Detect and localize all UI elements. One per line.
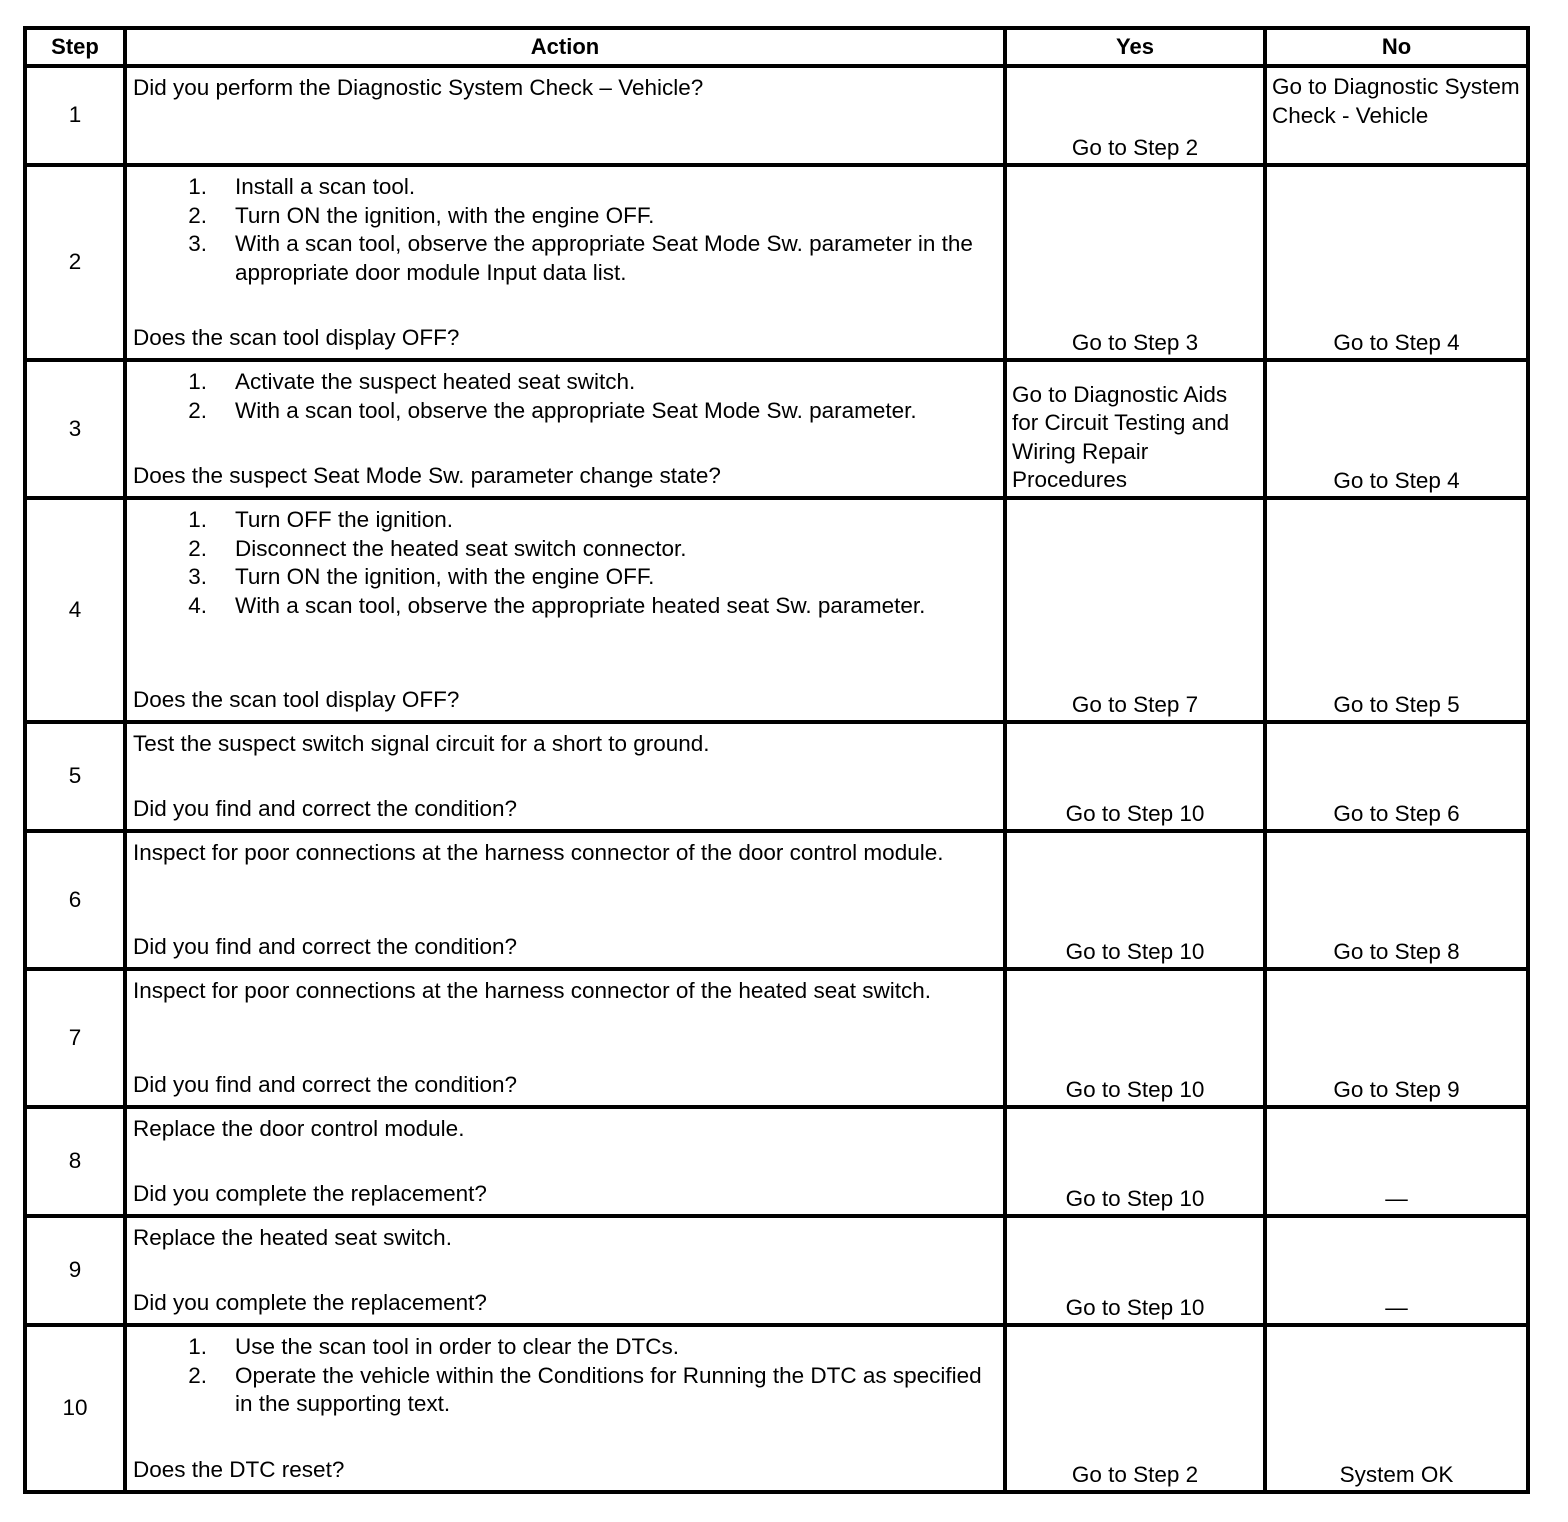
action-question: Does the suspect Seat Mode Sw. parameter change state? (133, 463, 721, 489)
instruction-text: With a scan tool, observe the appropriate heated seat Sw. parameter. (235, 592, 926, 618)
action-question: Did you find and correct the condition? (133, 934, 517, 960)
header-no: No (1265, 28, 1528, 66)
step-number: 6 (25, 831, 125, 969)
table-row (25, 722, 1528, 831)
action-cell (125, 722, 1005, 831)
instruction-item: 2. Disconnect the heated seat switch connector. (133, 535, 995, 564)
action-text: Test the suspect switch signal circuit for a short to ground. (133, 731, 710, 756)
instruction-list (133, 173, 995, 287)
yes-cell: Go to Step 10 (1005, 722, 1265, 831)
action-cell (125, 165, 1005, 360)
yes-cell: Go to Step 7 (1005, 498, 1265, 722)
action-question: Did you find and correct the condition? (133, 796, 517, 822)
action-cell (125, 969, 1005, 1107)
table-row (25, 498, 1528, 722)
yes-cell: Go to Step 10 (1005, 969, 1265, 1107)
instruction-item: 2. With a scan tool, observe the appropriate Seat Mode Sw. parameter. (133, 397, 995, 426)
table-row (25, 1107, 1528, 1216)
instruction-text: Activate the suspect heated seat switch. (235, 369, 636, 394)
instruction-text: With a scan tool, observe the appropriate Seat Mode Sw. parameter in the appropriate door module Input data list. (235, 231, 973, 285)
instruction-text: Turn ON the ignition, with the engine OFF. (235, 202, 655, 228)
header-action: Action (125, 28, 1005, 66)
action-question: Does the scan tool display OFF? (133, 325, 460, 351)
action-question: Did you complete the replacement? (133, 1290, 487, 1316)
table-row (25, 1216, 1528, 1325)
instruction-item: 3. With a scan tool, observe the appropriate Seat Mode Sw. parameter in the appropriate door module Input data list. (133, 230, 995, 287)
instruction-item: 1. Turn OFF the ignition. (133, 506, 995, 535)
instruction-item: 1. Activate the suspect heated seat switch. (133, 368, 995, 397)
no-cell: Go to Step 9 (1265, 969, 1528, 1107)
step-number: 10 (25, 1325, 125, 1492)
instruction-item: 1. Use the scan tool in order to clear the DTCs. (133, 1333, 995, 1362)
no-cell: — (1265, 1216, 1528, 1325)
instruction-item: 1. Install a scan tool. (133, 173, 995, 202)
action-text: Inspect for poor connections at the harness connector of the door control module. (133, 840, 944, 865)
action-cell (125, 831, 1005, 969)
yes-cell: Go to Step 10 (1005, 1107, 1265, 1216)
instruction-text: With a scan tool, observe the appropriate Seat Mode Sw. parameter. (235, 397, 917, 423)
step-number: 5 (25, 722, 125, 831)
yes-cell: Go to Step 2 (1005, 66, 1265, 165)
action-cell (125, 360, 1005, 498)
table-row (25, 66, 1528, 165)
instruction-list (133, 368, 995, 425)
action-text: Replace the door control module. (133, 1116, 465, 1141)
action-question: Did you find and correct the condition? (133, 1072, 517, 1098)
yes-cell: Go to Diagnostic Aids for Circuit Testing and Wiring Repair Procedures (1005, 360, 1265, 498)
action-cell (125, 498, 1005, 722)
instruction-item: 2. Turn ON the ignition, with the engine OFF. (133, 202, 995, 231)
instruction-list (133, 506, 995, 620)
step-number: 2 (25, 165, 125, 360)
instruction-text: Disconnect the heated seat switch connector. (235, 535, 687, 561)
action-question: Does the DTC reset? (133, 1457, 345, 1483)
header-row (25, 28, 1528, 66)
table-row (25, 165, 1528, 360)
action-cell (125, 1107, 1005, 1216)
instruction-text: Use the scan tool in order to clear the DTCs. (235, 1334, 679, 1359)
yes-cell: Go to Step 10 (1005, 1216, 1265, 1325)
table-row (25, 360, 1528, 498)
yes-cell: Go to Step 2 (1005, 1325, 1265, 1492)
instruction-text: Install a scan tool. (235, 174, 416, 199)
action-cell (125, 66, 1005, 165)
yes-cell: Go to Step 3 (1005, 165, 1265, 360)
header-yes: Yes (1005, 28, 1265, 66)
step-number: 7 (25, 969, 125, 1107)
yes-cell: Go to Step 10 (1005, 831, 1265, 969)
no-cell: Go to Step 6 (1265, 722, 1528, 831)
action-text: Inspect for poor connections at the harness connector of the heated seat switch. (133, 978, 931, 1003)
table-row (25, 1325, 1528, 1492)
no-cell: System OK (1265, 1325, 1528, 1492)
step-number: 4 (25, 498, 125, 722)
no-cell: — (1265, 1107, 1528, 1216)
table-row (25, 969, 1528, 1107)
action-cell (125, 1216, 1005, 1325)
step-number: 3 (25, 360, 125, 498)
action-text: Replace the heated seat switch. (133, 1225, 452, 1250)
instruction-text: Turn OFF the ignition. (235, 507, 454, 532)
no-cell: Go to Step 8 (1265, 831, 1528, 969)
instruction-item: 3. Turn ON the ignition, with the engine OFF. (133, 563, 995, 592)
action-question: Does the scan tool display OFF? (133, 687, 460, 713)
action-cell (125, 1325, 1005, 1492)
no-cell: Go to Diagnostic System Check - Vehicle (1265, 66, 1528, 165)
table-row (25, 831, 1528, 969)
instruction-text: Operate the vehicle within the Conditions for Running the DTC as specified in the supporting text. (235, 1362, 982, 1417)
action-text: Did you perform the Diagnostic System Check – Vehicle? (133, 75, 704, 100)
instruction-item: 2. Operate the vehicle within the Conditions for Running the DTC as specified in the supporting text. (133, 1362, 995, 1419)
step-number: 1 (25, 66, 125, 165)
no-cell: Go to Step 4 (1265, 165, 1528, 360)
instruction-item: 4. With a scan tool, observe the appropriate heated seat Sw. parameter. (133, 592, 995, 621)
step-number: 8 (25, 1107, 125, 1216)
step-number: 9 (25, 1216, 125, 1325)
no-cell: Go to Step 5 (1265, 498, 1528, 722)
diagnostic-table (23, 26, 1530, 1494)
header-step: Step (25, 28, 125, 66)
instruction-text: Turn ON the ignition, with the engine OFF. (235, 564, 655, 590)
no-cell: Go to Step 4 (1265, 360, 1528, 498)
action-question: Did you complete the replacement? (133, 1181, 487, 1207)
instruction-list (133, 1333, 995, 1419)
